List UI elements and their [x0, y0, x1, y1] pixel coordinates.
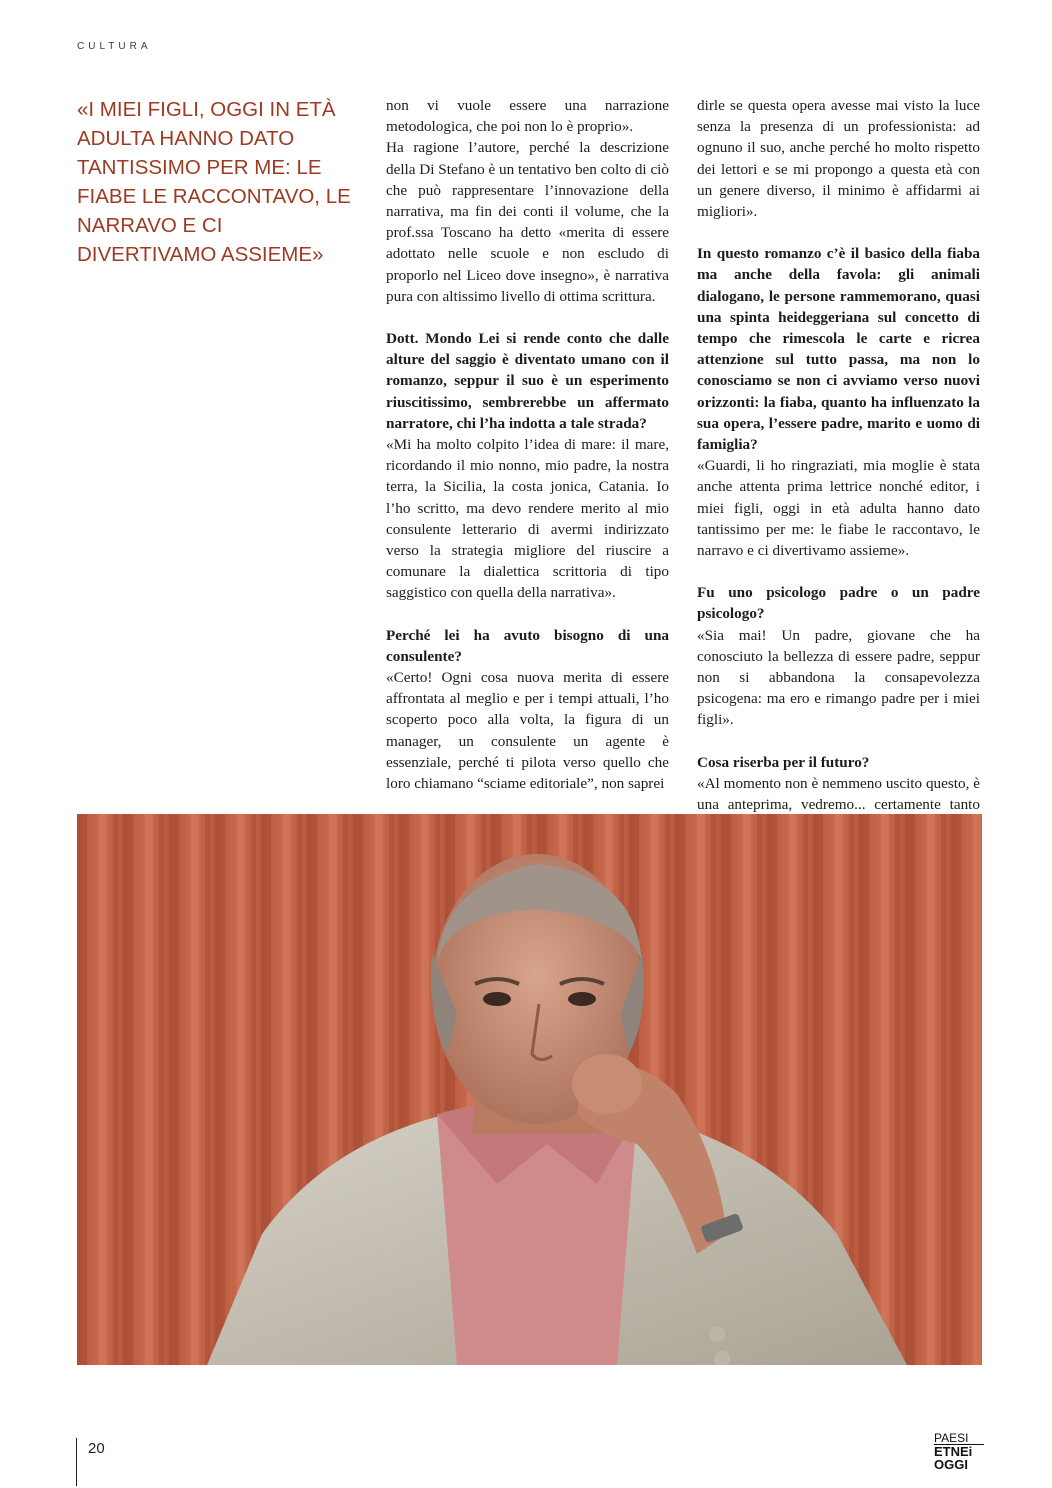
- article-paragraph: non vi vuole essere una narrazione metodologica, che poi non lo è proprio».: [386, 97, 669, 136]
- paragraph-gap: [386, 604, 669, 625]
- article-paragraph: dirle se questa opera avesse mai visto la luce senza la presenza di un professionista: ad ognuno il suo, anche perché ho molto rispetto dei lettori e se mi propongo a questa età con un genere diverso, il minimo è affidarmi ai migliori».: [697, 97, 980, 221]
- interview-question: Perché lei ha avuto bisogno di una consulente?: [386, 626, 669, 665]
- article-paragraph: «Guardi, li ho ringraziati, mia moglie è stata anche attenta prima lettrice nonché editor, i miei figli, oggi in età adulta hanno dato tantissimo per me: le fiabe le raccontavo, le narravo e ci divertivamo assieme».: [697, 457, 980, 560]
- article-paragraph: «Sia mai! Un padre, giovane che ha conosciuto la bellezza di essere padre, seppur non si abbandona la consapevolezza psicogena: ma ero e rimango padre per i miei figli».: [697, 626, 980, 729]
- paragraph-gap: [386, 307, 669, 328]
- page-number: 20: [88, 1440, 105, 1457]
- article-paragraph: «Mi ha molto colpito l’idea di mare: il mare, ricordando il mio nonno, mio padre, la nostra terra, la Sicilia, la costa jonica, Catania. Io l’ho scritto, ma devo rendere merito al mio consulente letterario di avermi indirizzato verso la strategia migliore del riuscire a comunare la dialettica scrittoria di tipo saggistico con quella della narrativa».: [386, 436, 669, 602]
- logo-line-3: OGGI: [934, 1457, 968, 1472]
- article-column-2: [697, 95, 980, 837]
- article-paragraph: Ha ragione l’autore, perché la descrizione della Di Stefano è un tentativo ben colto di ciò che può rappresentare l’innovazione della narrativa, ma fin dei conti il volume, che la prof.ssa Toscano ha detto «merita di essere adottato nelle scuole e non escludo di proporlo nel Liceo dove insegno», è narrativa pura con altissimo livello di ottima scrittura.: [386, 139, 670, 305]
- article-column-1: [386, 95, 669, 794]
- interview-question: Dott. Mondo Lei si rende conto che dalle alture del saggio è diventato umano con il romanzo, seppur il suo è un esperimento riuscitissimo, sembrerebbe un affermato narratore, chi l’ha indotta a tale strada?: [386, 330, 669, 432]
- article-paragraph: «Al momento non è nemmeno uscito questo, è una anteprima, vedremo... certamente tanto: [697, 773, 980, 837]
- interview-question: In questo romanzo c’è il basico della fiaba ma anche della favola: gli animali dialogano, le persone rammemorano, quasi una spinta heideggeriana sul concetto di tempo che rimescola le carte e ricrea attenzione sul tutto passa, ma non lo conosciamo se non ci avviamo verso nuovi orizzonti: la fiaba, quanto ha influenzato la sua opera, l’essere padre, marito e uomo di famiglia?: [697, 245, 980, 454]
- interview-question: Cosa riserba per il futuro?: [697, 753, 870, 771]
- paragraph-gap: [697, 561, 980, 582]
- page-rule: [76, 1438, 77, 1486]
- section-label: CULTURA: [77, 41, 152, 52]
- paragraph-gap: [697, 731, 980, 752]
- interview-question: Fu uno psicologo padre o un padre psicologo?: [697, 584, 980, 623]
- interview-photo: [77, 814, 982, 1365]
- logo-line-1: PAESI: [934, 1431, 969, 1445]
- article-paragraph: «Certo! Ogni cosa nuova merita di essere affrontata al meglio e per i tempi attuali, l’ho scoperto poco alla volta, la figura di un manager, un consulente un agente è essenziale, perché ti pilota verso quello che loro chiamano “sciame editoriale”, non saprei: [386, 669, 669, 793]
- pull-quote: «I MIEI FIGLI, OGGI IN ETÀ ADULTA HANNO DATO TANTISSIMO PER ME: LE FIABE LE RACCONTAVO, LE NARRAVO E CI DIVERTIVAMO ASSIEME»: [77, 98, 351, 266]
- paragraph-gap: [697, 222, 980, 243]
- magazine-logo: [934, 1432, 984, 1482]
- logo-line-2: ETNEi: [934, 1444, 984, 1458]
